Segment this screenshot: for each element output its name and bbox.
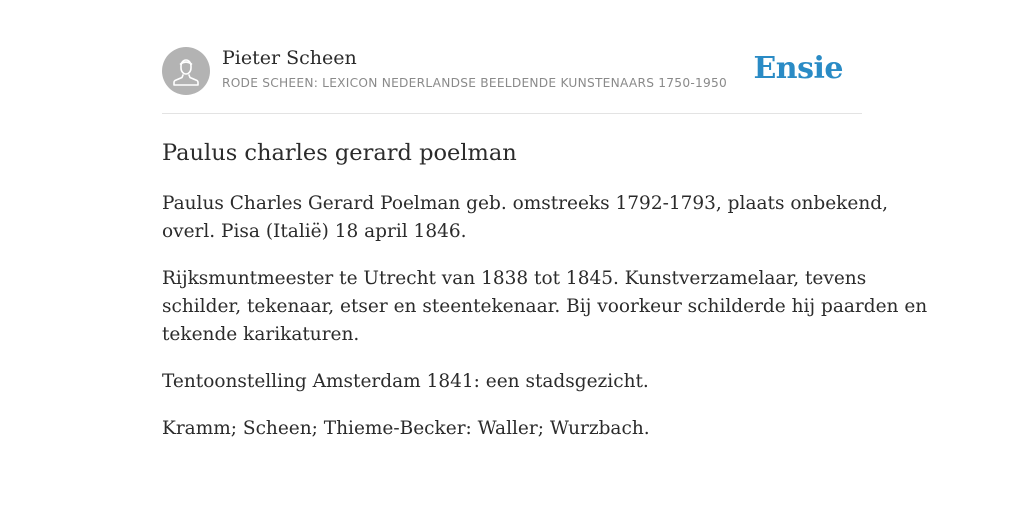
paragraph-career xyxy=(162,265,928,349)
paragraph-line: schilder, tekenaar, etser en steentekenaar. Bij voorkeur schilderde hij paarden en xyxy=(162,296,928,317)
paragraph-line: Tentoonstelling Amsterdam 1841: een stadsgezicht. xyxy=(162,371,649,392)
paragraph-sources xyxy=(162,415,872,443)
paragraph-line: Rijksmuntmeester te Utrecht van 1838 tot 1845. Kunstverzamelaar, tevens xyxy=(162,268,867,289)
paragraph-line: Paulus Charles Gerard Poelman geb. omstreeks 1792-1793, plaats onbekend, xyxy=(162,193,888,214)
ensie-logo-link[interactable]: Ensie xyxy=(753,51,843,86)
avatar[interactable] xyxy=(162,47,210,95)
source-label[interactable]: RODE SCHEEN: LEXICON NEDERLANDSE BEELDENDE KUNSTENAARS 1750-1950 xyxy=(222,76,727,90)
paragraph-line: tekende karikaturen. xyxy=(162,324,360,345)
page-title: Paulus charles gerard poelman xyxy=(162,140,517,166)
article-card xyxy=(162,0,928,512)
paragraph-exhibition xyxy=(162,368,872,396)
paragraph-line: overl. Pisa (Italië) 18 april 1846. xyxy=(162,221,467,242)
header-divider xyxy=(162,113,862,114)
article-body xyxy=(162,190,928,462)
author-name[interactable]: Pieter Scheen xyxy=(222,47,357,69)
paragraph-line: Kramm; Scheen; Thieme-Becker: Waller; Wurzbach. xyxy=(162,418,650,439)
author-header xyxy=(162,46,862,96)
paragraph-biography xyxy=(162,190,888,246)
user-silhouette-icon xyxy=(162,47,210,95)
